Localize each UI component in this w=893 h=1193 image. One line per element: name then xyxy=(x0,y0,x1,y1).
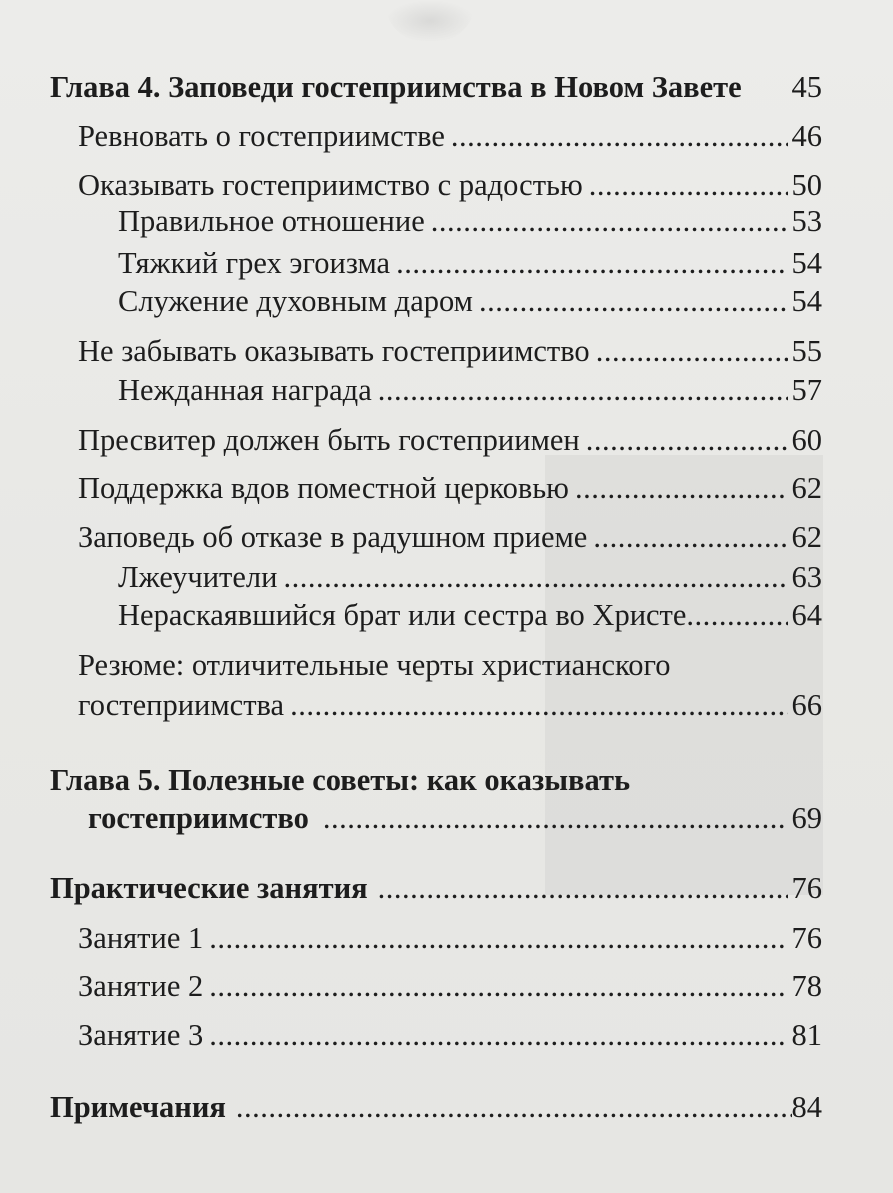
toc-page-number: 81 xyxy=(791,1018,822,1052)
toc-title: Практические занятия xyxy=(50,871,368,905)
toc-page-number: 53 xyxy=(791,204,822,238)
toc-title: гостеприимство xyxy=(88,801,309,835)
toc-item[interactable] xyxy=(78,918,822,958)
dot-leader xyxy=(589,165,788,205)
dot-leader xyxy=(209,918,787,958)
toc-page-number: 45 xyxy=(791,70,822,104)
toc-page-number: 84 xyxy=(791,1090,822,1124)
toc-title: Нераскаявшийся брат или сестра во Христе xyxy=(118,598,687,632)
toc-subitem[interactable] xyxy=(118,595,822,635)
toc-subitem[interactable] xyxy=(118,201,822,241)
dot-leader xyxy=(209,1015,787,1055)
toc-page-number: 46 xyxy=(791,119,822,153)
toc-item[interactable] xyxy=(78,1015,822,1055)
dot-leader xyxy=(586,420,788,460)
dot-leader xyxy=(236,1087,792,1127)
toc-title: Занятие 1 xyxy=(78,921,204,955)
toc-title: Не забывать оказывать гостеприимство xyxy=(78,334,590,368)
toc-title: Тяжкий грех эгоизма xyxy=(118,246,391,280)
toc-page-number: 60 xyxy=(791,423,822,457)
dot-leader xyxy=(596,331,788,371)
toc-chapter-5-line1[interactable]: Глава 5. Полезные советы: как оказывать xyxy=(50,763,631,797)
dot-leader xyxy=(431,201,788,241)
toc-item[interactable] xyxy=(78,420,822,460)
toc-chapter-4[interactable] xyxy=(50,67,822,107)
toc-summary-title-line1[interactable]: Резюме: отличительные черты христианского xyxy=(78,648,671,682)
toc-title: Глава 4. Заповеди гостеприимства в Новом Завете xyxy=(50,70,742,104)
toc-title: Правильное отношение xyxy=(118,204,425,238)
toc-page-number: 76 xyxy=(791,871,822,905)
toc-item[interactable] xyxy=(78,116,822,156)
toc-title: Лжеучители xyxy=(118,560,278,594)
toc-title: Пресвитер должен быть гостеприимен xyxy=(78,423,580,457)
toc-title: Ревновать о гостеприимстве xyxy=(78,119,445,153)
toc-title: Занятие 2 xyxy=(78,969,204,1003)
toc-item[interactable] xyxy=(78,468,822,508)
dot-leader xyxy=(378,868,788,908)
toc-page-number: 62 xyxy=(791,520,822,554)
toc-page-number: 78 xyxy=(791,969,822,1003)
dot-leader xyxy=(209,966,787,1006)
toc-page-number: 64 xyxy=(791,598,822,632)
show-through-emblem xyxy=(385,0,475,42)
toc-item[interactable] xyxy=(78,966,822,1006)
dot-leader xyxy=(378,370,788,410)
toc-page-number: 76 xyxy=(791,921,822,955)
toc-notes[interactable] xyxy=(50,1087,822,1127)
toc-practice[interactable] xyxy=(50,868,822,908)
toc-subitem[interactable] xyxy=(118,243,822,283)
toc-item[interactable] xyxy=(78,331,822,371)
toc-title: Заповедь об отказе в радушном приеме xyxy=(78,520,588,554)
toc-title: Служение духовным даром xyxy=(118,284,473,318)
toc-subitem[interactable] xyxy=(118,557,822,597)
toc-title: Поддержка вдов поместной церковью xyxy=(78,471,569,505)
dot-leader xyxy=(283,557,787,597)
toc-subitem[interactable] xyxy=(118,281,822,321)
toc-page-number: 63 xyxy=(791,560,822,594)
toc-chapter-5[interactable] xyxy=(88,798,822,838)
toc-page-number: 62 xyxy=(791,471,822,505)
toc-subitem[interactable] xyxy=(118,370,822,410)
toc-page-number: 54 xyxy=(791,284,822,318)
toc-page-number: 69 xyxy=(791,801,822,835)
dot-leader xyxy=(396,243,787,283)
toc-page-number: 54 xyxy=(791,246,822,280)
toc-summary[interactable] xyxy=(78,685,822,725)
toc-item[interactable] xyxy=(78,165,822,205)
toc-page-number: 55 xyxy=(791,334,822,368)
toc-title: Примечания xyxy=(50,1090,226,1124)
toc-page-number: 57 xyxy=(791,373,822,407)
dot-leader xyxy=(593,517,787,557)
toc-title: Нежданная награда xyxy=(118,373,372,407)
toc-title: гостеприимства xyxy=(78,688,285,722)
dot-leader xyxy=(575,468,788,508)
dot-leader xyxy=(451,116,788,156)
dot-leader xyxy=(479,281,788,321)
toc-page-number: 66 xyxy=(791,688,822,722)
dot-leader xyxy=(323,798,788,838)
toc-item[interactable] xyxy=(78,517,822,557)
toc-title: Оказывать гостеприимство с радостью xyxy=(78,168,583,202)
toc-page-number: 50 xyxy=(791,168,822,202)
dot-leader xyxy=(686,595,787,635)
toc-title: Занятие 3 xyxy=(78,1018,204,1052)
dot-leader xyxy=(290,685,787,725)
